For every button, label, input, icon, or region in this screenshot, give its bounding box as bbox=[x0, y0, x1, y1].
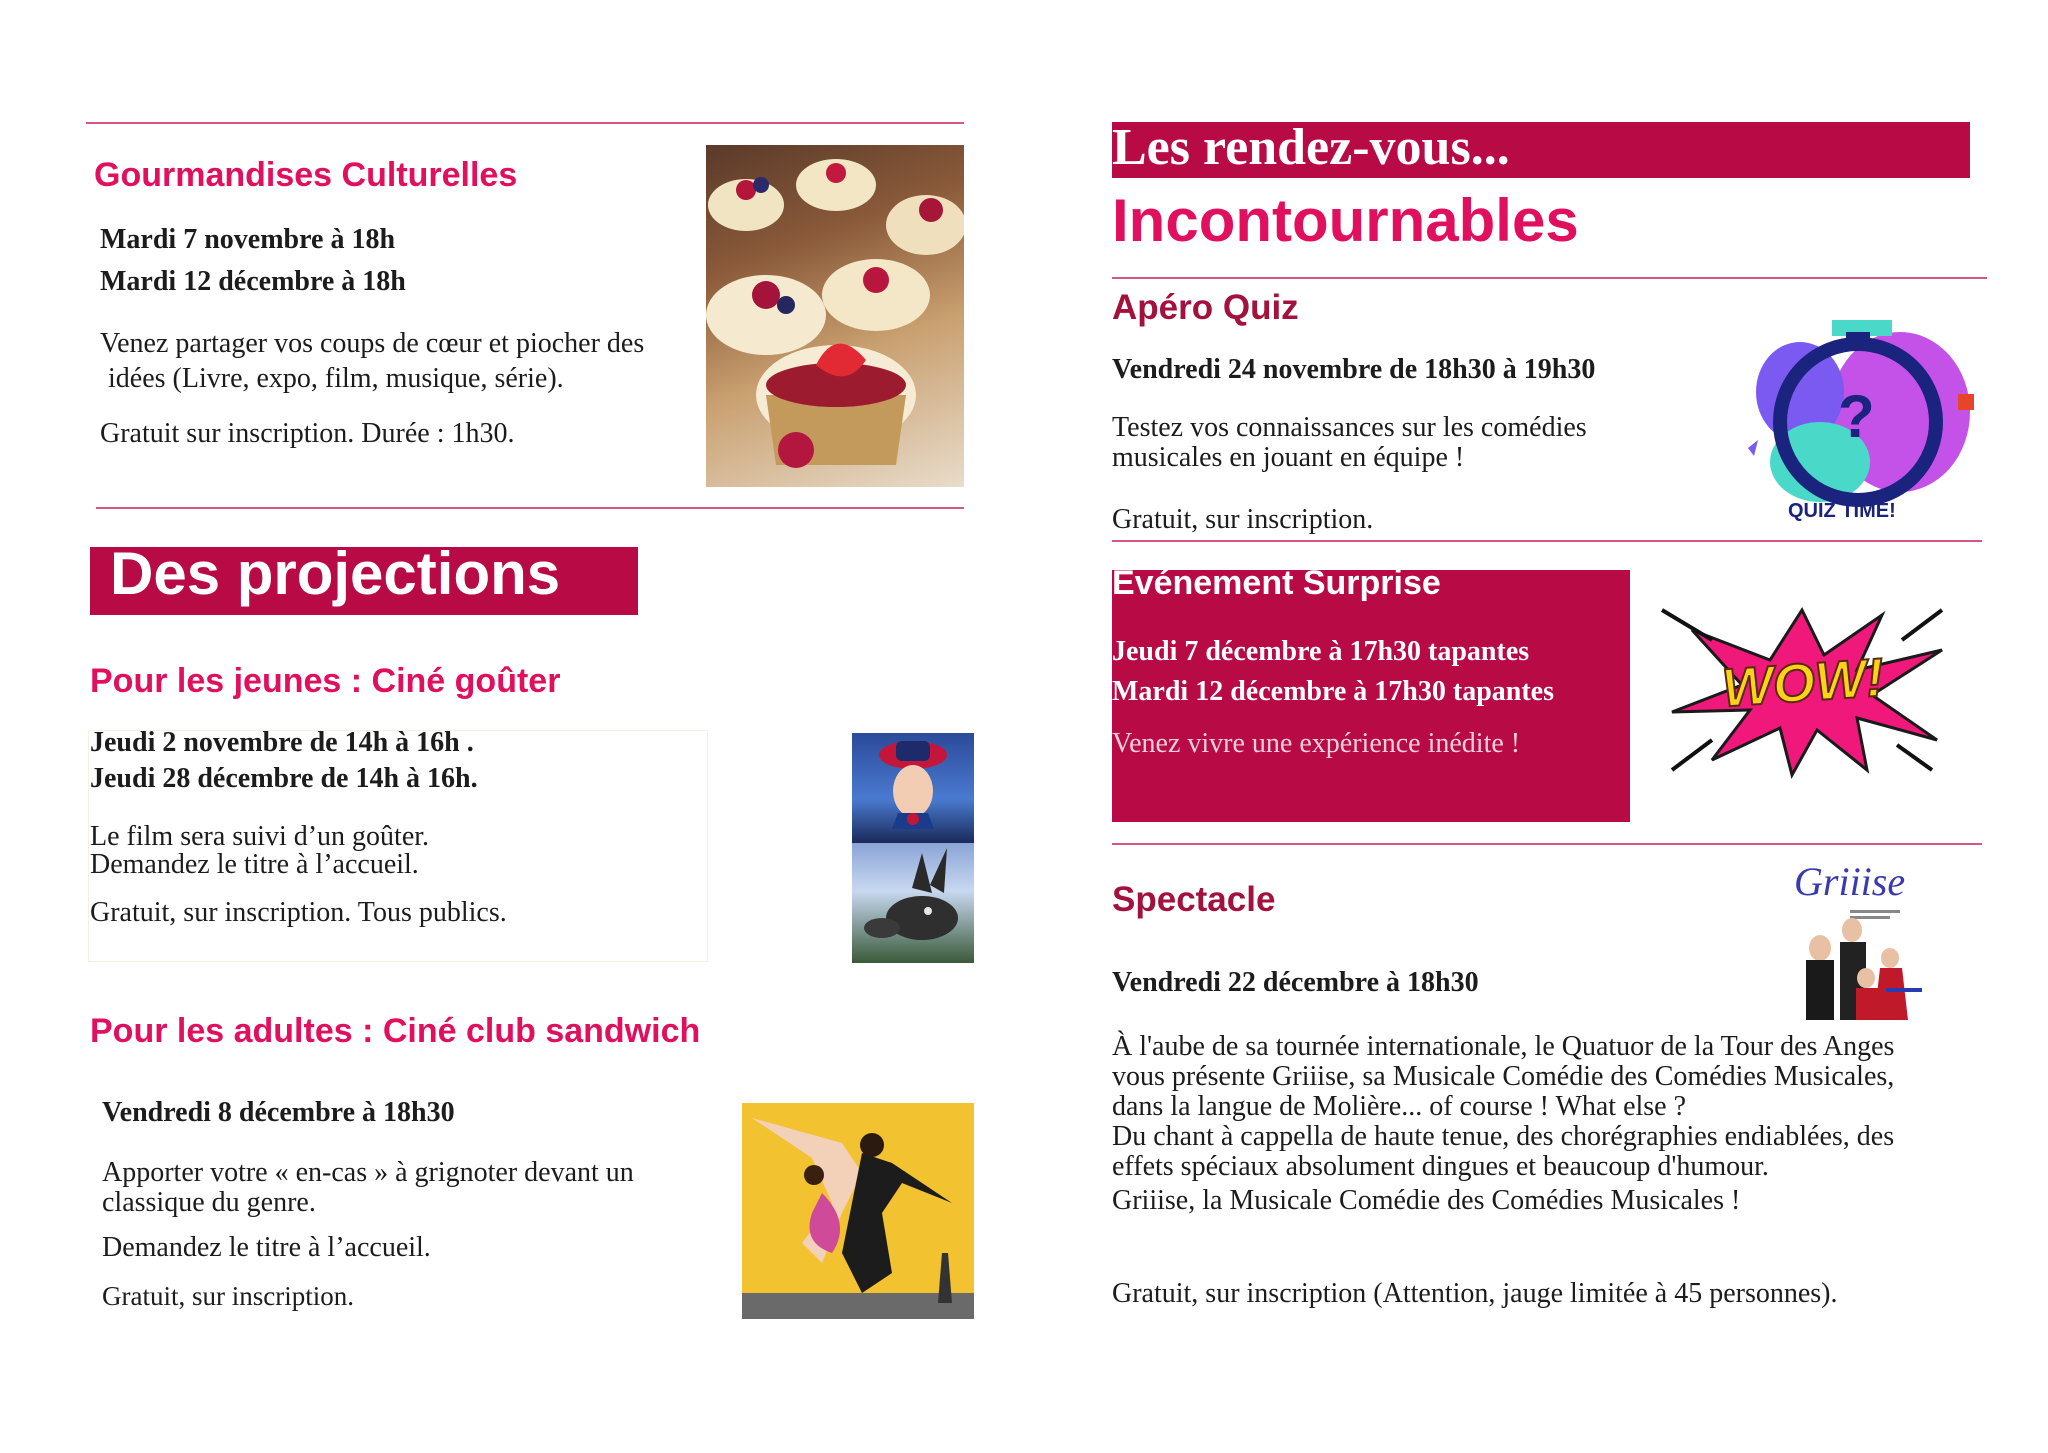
gourmandises-desc-2: idées (Livre, expo, film, musique, série). bbox=[108, 363, 564, 394]
gourmandises-title: Gourmandises Culturelles bbox=[94, 156, 518, 194]
right-top-divider bbox=[1112, 277, 1987, 279]
left-mid-divider bbox=[96, 507, 964, 509]
spectacle-line-3: dans la langue de Molière... of course ! What else ? bbox=[1112, 1091, 1687, 1122]
cine-club-info: Gratuit, sur inscription. bbox=[102, 1281, 354, 1311]
gourmandises-date-1: Mardi 7 novembre à 18h bbox=[100, 224, 396, 255]
cine-club-ask: Demandez le titre à l’accueil. bbox=[102, 1232, 431, 1263]
cine-gouter-title: Pour les jeunes : Ciné goûter bbox=[90, 662, 561, 700]
film-still-2 bbox=[852, 843, 974, 963]
cine-club-desc-2: classique du genre. bbox=[102, 1187, 316, 1218]
surprise-date-1: Jeudi 7 décembre à 17h30 tapantes bbox=[1112, 636, 1530, 667]
surprise-desc: Venez vivre une expérience inédite ! bbox=[1112, 728, 1521, 759]
spectacle-line-5: effets spéciaux absolument dingues et beaucoup d'humour. bbox=[1112, 1151, 1769, 1182]
cine-club-desc-1: Apporter votre « en-cas » à grignoter devant un bbox=[102, 1157, 634, 1188]
apero-quiz-info: Gratuit, sur inscription. bbox=[1112, 504, 1374, 535]
film-still-1 bbox=[852, 733, 974, 843]
gourmandises-desc-1: Venez partager vos coups de cœur et piocher des bbox=[100, 328, 645, 359]
cine-gouter-desc-2: Demandez le titre à l’accueil. bbox=[90, 849, 419, 880]
surprise-title: Evénement Surprise bbox=[1112, 564, 1441, 602]
surprise-bottom-divider bbox=[1112, 843, 1982, 845]
spectacle-line-1: À l'aube de sa tournée internationale, le Quatuor de la Tour des Anges bbox=[1112, 1031, 1895, 1062]
apero-bottom-divider bbox=[1112, 540, 1982, 542]
cine-gouter-date-1: Jeudi 2 novembre de 14h à 16h . bbox=[90, 727, 474, 758]
projections-banner bbox=[90, 540, 638, 615]
cine-club-date: Vendredi 8 décembre à 18h30 bbox=[102, 1097, 455, 1128]
spectacle-info: Gratuit, sur inscription (Attention, jauge limitée à 45 personnes). bbox=[1112, 1278, 1838, 1309]
incontournables-title: Incontournables bbox=[1112, 187, 1579, 254]
quiz-time-image bbox=[1740, 312, 1980, 532]
rendezvous-banner bbox=[1112, 119, 1970, 178]
spectacle-title: Spectacle bbox=[1112, 880, 1276, 919]
cheesecake-photo bbox=[706, 145, 964, 487]
griiise-poster-title: Griiise bbox=[1794, 859, 1906, 904]
projections-banner-title: Des projections bbox=[110, 540, 561, 607]
wow-image bbox=[1652, 600, 1952, 780]
rendezvous-banner-title: Les rendez-vous... bbox=[1112, 119, 1510, 176]
quiz-question-mark: ? bbox=[1838, 383, 1875, 450]
gourmandises-info: Gratuit sur inscription. Durée : 1h30. bbox=[100, 418, 515, 449]
gourmandises-date-2: Mardi 12 décembre à 18h bbox=[100, 266, 406, 297]
spectacle-line-2: vous présente Griiise, sa Musicale Comédie des Comédies Musicales, bbox=[1112, 1061, 1895, 1092]
spectacle-paragraph bbox=[1112, 1032, 1982, 1216]
spectacle-line-6: Griiise, la Musicale Comédie des Comédies Musicales ! bbox=[1112, 1185, 1741, 1216]
cine-club-title: Pour les adultes : Ciné club sandwich bbox=[90, 1012, 701, 1050]
surprise-box bbox=[1112, 564, 1630, 822]
apero-quiz-desc-2: musicales en jouant en équipe ! bbox=[1112, 442, 1465, 473]
apero-quiz-desc-1: Testez vos connaissances sur les comédies bbox=[1112, 412, 1587, 443]
apero-quiz-title: Apéro Quiz bbox=[1112, 288, 1299, 327]
griiise-poster bbox=[1790, 858, 1922, 1024]
cine-gouter-info: Gratuit, sur inscription. Tous publics. bbox=[90, 897, 507, 928]
spectacle-date: Vendredi 22 décembre à 18h30 bbox=[1112, 967, 1479, 998]
dance-poster bbox=[742, 1103, 974, 1319]
wow-text: WOW! bbox=[1720, 647, 1886, 719]
cine-gouter-desc-1: Le film sera suivi d’un goûter. bbox=[90, 821, 430, 852]
cine-gouter-date-2: Jeudi 28 décembre de 14h à 16h. bbox=[90, 763, 478, 794]
apero-quiz-date: Vendredi 24 novembre de 18h30 à 19h30 bbox=[1112, 354, 1596, 385]
spectacle-line-4: Du chant à cappella de haute tenue, des chorégraphies endiablées, des bbox=[1112, 1121, 1895, 1152]
surprise-date-2: Mardi 12 décembre à 17h30 tapantes bbox=[1112, 676, 1554, 707]
quiz-time-caption: QUIZ TIME! bbox=[1788, 500, 1896, 522]
top-left-divider bbox=[86, 122, 964, 124]
